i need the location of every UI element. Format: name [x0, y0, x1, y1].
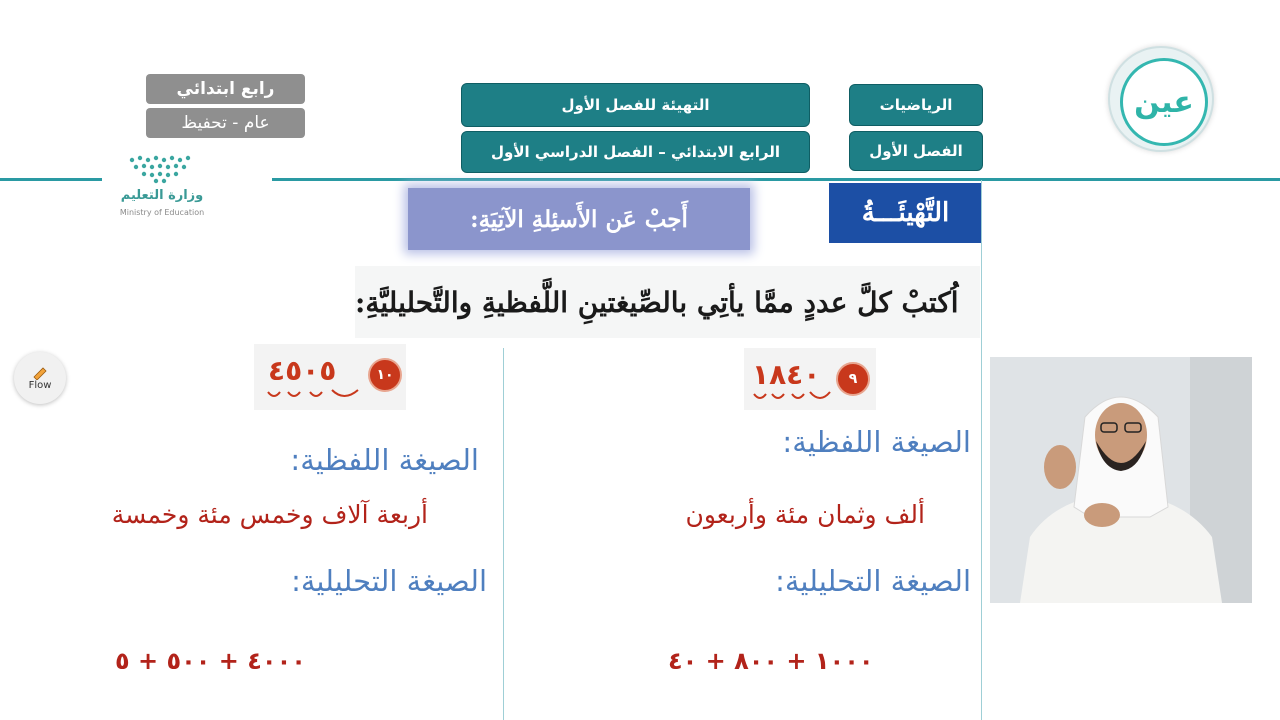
- problem-10-word-answer: أربعة آلاف وخمس مئة وخمسة: [111, 500, 428, 529]
- problem-9-number: ٩: [848, 371, 858, 387]
- section-tag: [829, 183, 982, 243]
- problem-10-expanded-label: الصيغة التحليلية:: [291, 564, 487, 598]
- problem-10-number-box: [254, 344, 406, 410]
- lesson-title-pill: [461, 83, 810, 127]
- subject-pill: [849, 84, 983, 126]
- ministry-emblem-icon: [112, 152, 212, 188]
- problem-10-word-label: الصيغة اللفظية:: [290, 443, 479, 477]
- semester-label: الفصل الأول: [869, 142, 963, 160]
- grade-tag: [146, 74, 305, 104]
- grade-tag-label: رابع ابتدائي: [176, 79, 275, 99]
- ministry-logo: [112, 152, 212, 226]
- problem-9-expanded-label: الصيغة التحليلية:: [775, 564, 971, 598]
- problem-9-expanded-answer: ١٠٠٠ + ٨٠٠ + ٤٠: [668, 647, 874, 675]
- ministry-name-ar: وزارة التعليم: [120, 188, 204, 203]
- problem-10-expanded-answer: ٤٠٠٠ + ٥٠٠ + ٥: [115, 647, 306, 675]
- problem-9-underline-marks: [752, 388, 832, 404]
- grade-semester-pill: [461, 131, 810, 173]
- problem-9-word-answer: ألف وثمان مئة وأربعون: [685, 500, 925, 529]
- pencil-icon: [31, 366, 49, 380]
- question-text-box: [355, 266, 980, 338]
- question-text: اُكتبْ كلَّ عددٍ ممَّا يأتِي بالصِّيغتينِ اللَّفظيةِ والتَّحليليَّةِ:: [355, 285, 959, 319]
- interpreter-figure: [990, 357, 1252, 603]
- instruction-banner: [408, 188, 750, 250]
- grade-semester-label: الرابع الابتدائي – الفصل الدراسي الأول: [491, 143, 780, 161]
- flow-button[interactable]: [14, 352, 66, 404]
- brand-logo: [1108, 46, 1214, 152]
- lesson-title: التهيئة للفصل الأول: [561, 96, 710, 114]
- subject-label: الرياضيات: [879, 96, 953, 114]
- column-divider: [503, 348, 504, 720]
- track-tag: [146, 108, 305, 138]
- brand-name: عين: [1134, 84, 1194, 120]
- header-rule-left: [0, 178, 102, 181]
- problem-10-number: ١٠: [376, 367, 394, 383]
- header-rule-right: [272, 178, 1280, 181]
- flow-button-label: Flow: [28, 379, 52, 391]
- ministry-name-en: Ministry of Education: [119, 208, 205, 217]
- problem-9-word-label: الصيغة اللفظية:: [782, 425, 971, 459]
- problem-10-badge: [368, 358, 402, 392]
- section-tag-label: التَّهْيئَـــةُ: [861, 198, 950, 228]
- problem-9-value: ١٨٤٠: [752, 358, 821, 391]
- instruction-text: أَجبْ عَن الأَسئِلةِ الآتِيَةِ:: [470, 205, 688, 233]
- semester-pill: [849, 131, 983, 171]
- brand-logo-mark: [1120, 58, 1208, 146]
- problem-10-underline-marks: [266, 386, 362, 402]
- track-tag-label: عام - تحفيظ: [181, 113, 270, 133]
- interpreter-video: [990, 357, 1252, 603]
- problem-10-value: ٤٥٠٥: [268, 354, 337, 387]
- content-right-border: [981, 180, 982, 720]
- problem-9-number-box: [744, 348, 876, 410]
- problem-9-badge: [836, 362, 870, 396]
